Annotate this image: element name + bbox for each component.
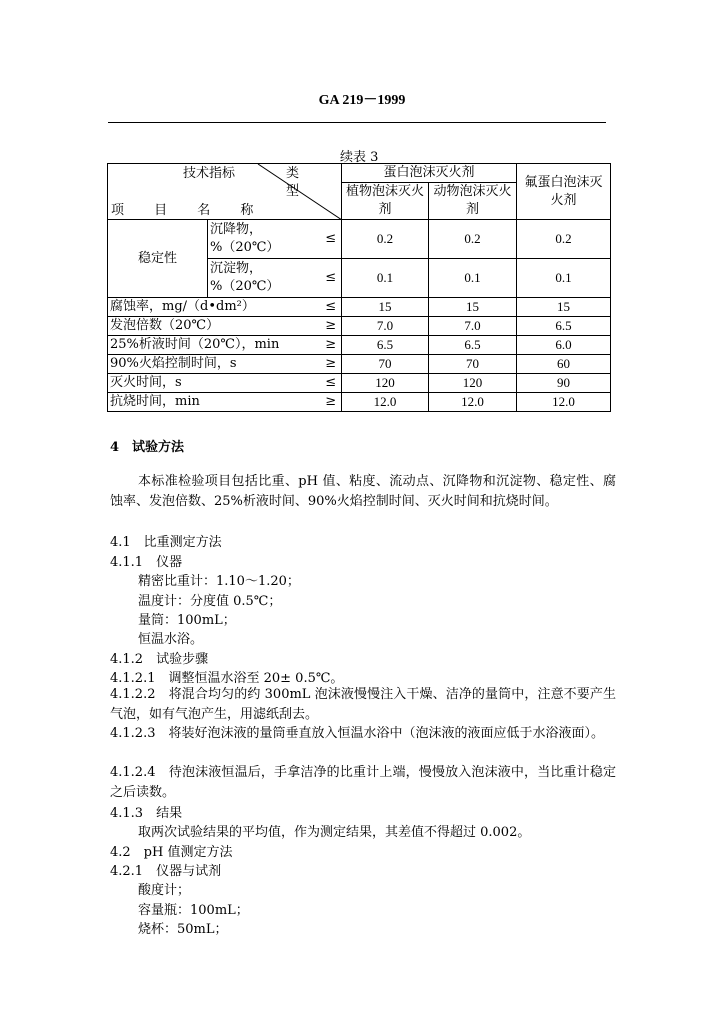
corner-label-tech: 技术指标 [183,166,236,181]
section-4-1-1-heading: 4.1.1 仪器 [110,555,183,570]
cell: 15 [429,298,517,317]
list-item: 温度计：分度值 0.5℃； [138,594,282,609]
cell: 60 [517,355,611,374]
corner-label-type: 类 型 [286,166,312,199]
section-4-2-1-heading: 4.2.1 仪器与试剂 [110,864,222,879]
section-4-1-3-heading: 4.1.3 结果 [110,806,183,821]
diagonal-header-cell [108,164,342,220]
list-item: 烧杯：50mL； [138,922,228,937]
corner-label-item: 项 目 名 称 [111,203,267,218]
col1-header: 植物泡沫灭火剂 [342,183,429,220]
cell: 0.1 [517,259,611,298]
cell: 0.2 [517,220,611,259]
step-4-1-2-3: 4.1.2.3 将装好泡沫液的量筒垂直放入恒温水浴中（泡沫液的液面应低于水浴液面）。 [110,726,604,741]
section-4-intro: 本标准检验项目包括比重、pH 值、粘度、流动点、沉降物和沉淀物、稳定性、腐蚀率、发泡倍数、25%析液时间、90%火焰控制时间、灭火时间和抗烧时间。 [110,474,616,509]
cell: 0.1 [342,259,429,298]
table-row [108,317,611,336]
list-item: 量筒：100mL； [138,613,236,628]
cell: 15 [517,298,611,317]
table-row [108,374,611,393]
cell: 0.2 [429,220,517,259]
row-sym: ≥ [321,355,342,374]
table-row [108,393,611,412]
row-name: 沉淀物，%（20℃） [208,259,321,298]
list-item: 恒温水浴。 [138,632,204,647]
table-caption: 续表 3 [340,150,379,165]
cell: 7.0 [429,317,517,336]
table-row [108,220,611,259]
col2-header: 动物泡沫灭火剂 [429,183,517,220]
cell: 15 [342,298,429,317]
table-row [108,355,611,374]
cell: 6.5 [429,336,517,355]
cell: 0.1 [429,259,517,298]
row-sym: ≤ [321,259,342,298]
cell: 70 [342,355,429,374]
col3-header: 氟蛋白泡沫灭火剂 [517,164,611,220]
row-sym: ≥ [321,317,342,336]
cell: 6.0 [517,336,611,355]
header-rule [108,122,606,123]
section-4-1-2-heading: 4.1.2 试验步骤 [110,652,209,667]
step-4-1-2-1: 4.1.2.1 调整恒温水浴至 20± 0.5℃。 [110,671,344,686]
cell: 12.0 [429,393,517,412]
row-name: 灭火时间，s [108,374,321,393]
cell: 70 [429,355,517,374]
section-4-2-heading: 4.2 pH 值测定方法 [110,845,233,860]
cell: 120 [429,374,517,393]
row-sym: ≤ [321,220,342,259]
cell: 12.0 [342,393,429,412]
row-sym: ≤ [321,298,342,317]
step-4-1-2-4: 4.1.2.4 待泡沫液恒温后，手拿洁净的比重计上端，慢慢放入泡沫液中，当比重计稳定之后读数。 [110,765,616,800]
table-header-row-1 [108,164,611,183]
section-4-1-heading: 4.1 比重测定方法 [110,535,222,550]
table-row [108,298,611,317]
cell: 6.5 [517,317,611,336]
cell: 7.0 [342,317,429,336]
group-header: 蛋白泡沫灭火剂 [342,164,517,183]
cell: 0.2 [342,220,429,259]
row-name: 90%火焰控制时间，s [108,355,321,374]
stability-label: 稳定性 [108,220,208,298]
cell: 90 [517,374,611,393]
row-sym: ≥ [321,393,342,412]
document-header: GA 219－1999 [318,93,406,108]
cell: 12.0 [517,393,611,412]
list-item: 容量瓶：100mL； [138,903,249,918]
row-name: 25%析液时间（20℃），min [108,336,321,355]
row-sym: ≤ [321,374,342,393]
row-name: 抗烧时间，min [108,393,321,412]
cell: 6.5 [342,336,429,355]
table-row [108,336,611,355]
row-sym: ≥ [321,336,342,355]
cell: 120 [342,374,429,393]
row-name: 腐蚀率，mg/（d•dm²） [108,298,321,317]
row-name: 沉降物，%（20℃） [208,220,321,259]
step-4-1-2-2: 4.1.2.2 将混合均匀的约 300mL 泡沫液慢慢注入干燥、洁净的量筒中，注意不要产生气泡，如有气泡产生，用滤纸刮去。 [110,687,616,722]
list-item: 精密比重计：1.10～1.20； [138,574,300,589]
result-text: 取两次试验结果的平均值，作为测定结果，其差值不得超过 0.002。 [138,825,531,840]
list-item: 酸度计； [138,883,191,898]
spec-table [107,163,611,412]
row-name: 发泡倍数（20℃） [108,317,321,336]
section-4-heading: 4 试验方法 [110,440,185,455]
